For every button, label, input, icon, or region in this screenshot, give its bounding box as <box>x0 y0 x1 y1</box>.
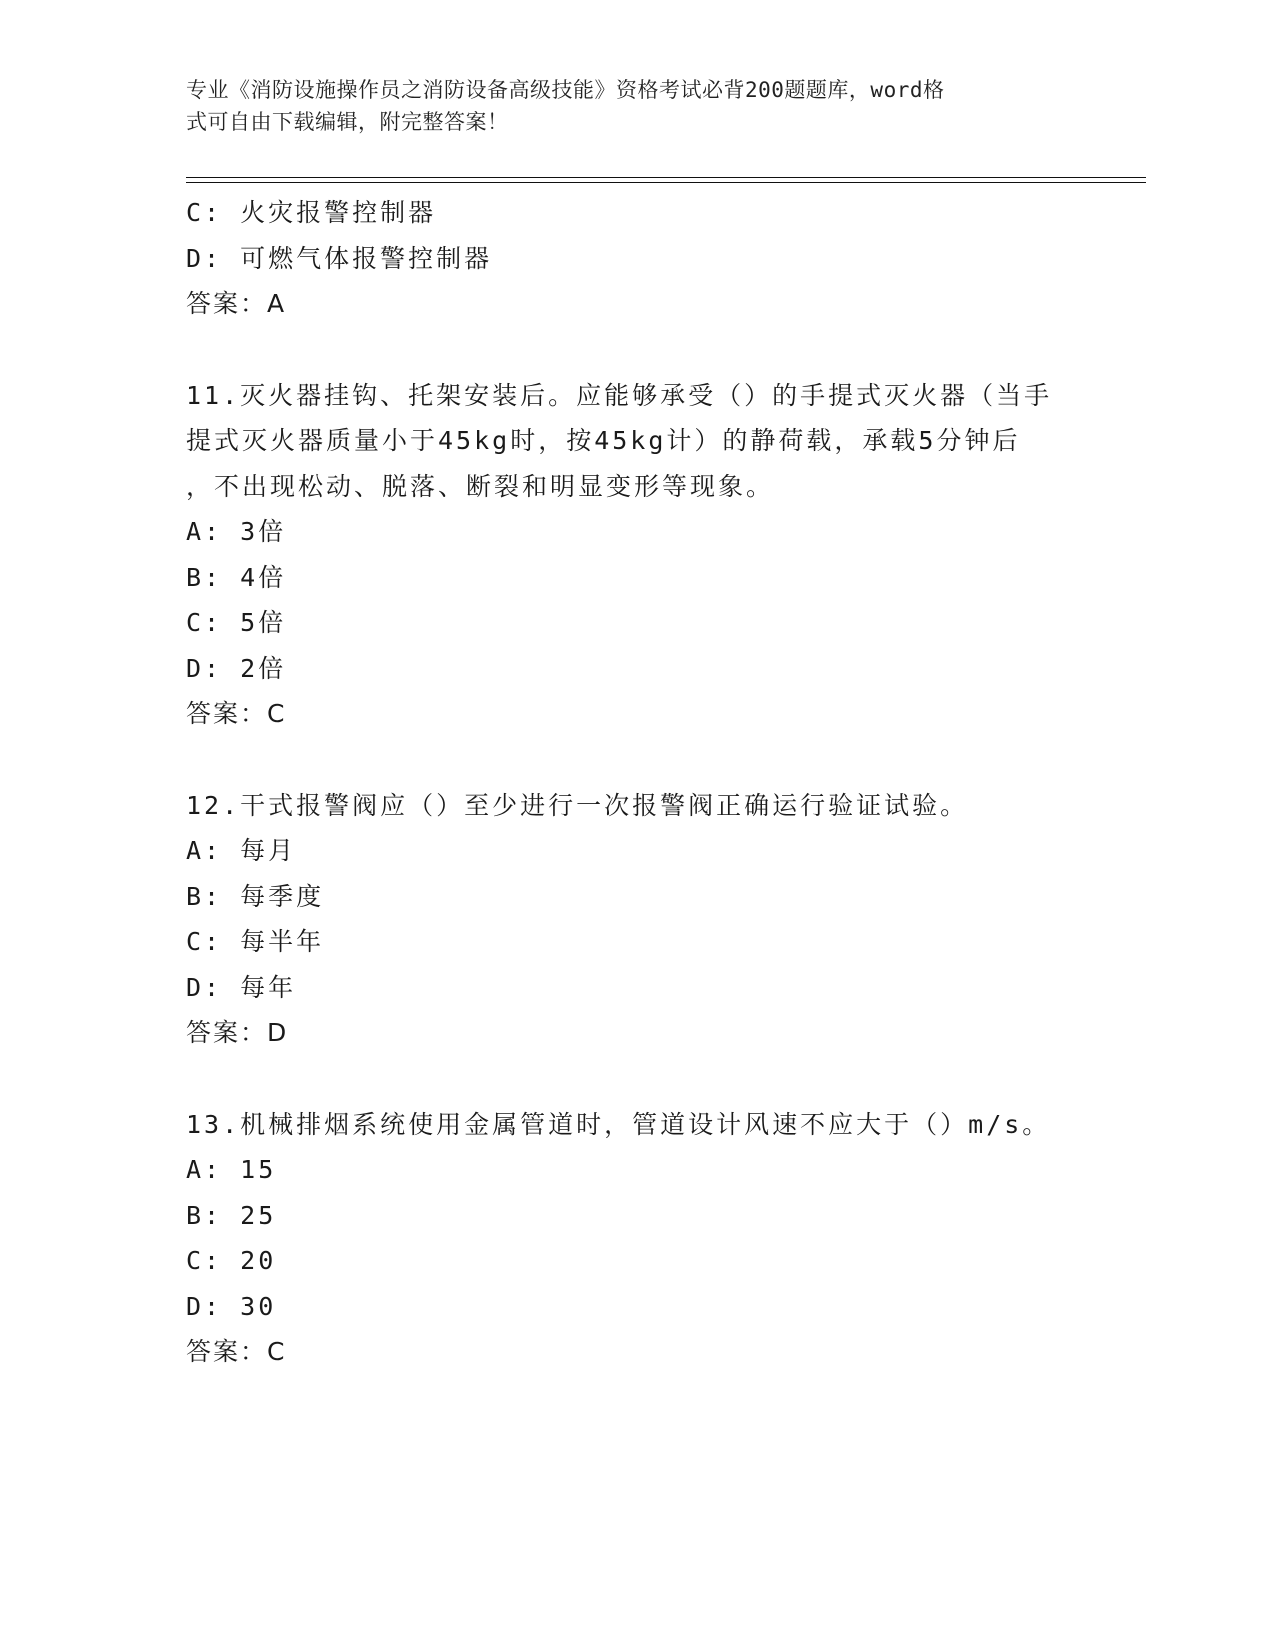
option-c: C: 20 <box>186 1246 277 1275</box>
answer-line: 答案：D <box>186 1018 289 1047</box>
spacer <box>186 327 1086 373</box>
question-stem-line: 11.灭火器挂钩、托架安装后。应能够承受（）的手提式灭火器（当手 <box>186 380 1053 410</box>
option-c: C: 每半年 <box>186 927 325 956</box>
answer-line: 答案：C <box>186 1337 287 1366</box>
option-d: D: 可燃气体报警控制器 <box>186 243 493 273</box>
question-stem-line: ，不出现松动、脱落、断裂和明显变形等现象。 <box>186 471 775 501</box>
option-a: A: 每月 <box>186 836 297 865</box>
question-12 <box>186 783 1086 1056</box>
spacer <box>186 737 1086 783</box>
option-b: B: 每季度 <box>186 881 325 911</box>
header-divider-top <box>186 177 1146 178</box>
question-list <box>186 190 1086 1375</box>
header-line-1: 专业《消防设施操作员之消防设备高级技能》资格考试必背200题题库，word格 <box>186 78 945 102</box>
option-d: D: 30 <box>186 1291 277 1321</box>
header-line-2: 式可自由下载编辑，附完整答案！ <box>186 110 509 134</box>
question-stem-line: 提式灭火器质量小于45kg时，按45kg计）的静荷载，承载5分钟后 <box>186 426 1021 455</box>
question-11 <box>186 373 1086 737</box>
answer-line: 答案：A <box>186 289 287 318</box>
question-stem-line: 13.机械排烟系统使用金属管道时，管道设计风速不应大于（）m/s。 <box>186 1109 1051 1139</box>
question-13 <box>186 1102 1086 1375</box>
question-fragment <box>186 190 1086 327</box>
option-b: B: 4倍 <box>186 562 287 592</box>
spacer <box>186 1056 1086 1102</box>
option-d: D: 2倍 <box>186 653 287 683</box>
option-c: C: 5倍 <box>186 608 287 637</box>
question-stem-line: 12.干式报警阀应（）至少进行一次报警阀正确运行验证试验。 <box>186 790 969 820</box>
option-d: D: 每年 <box>186 972 297 1002</box>
answer-line: 答案：C <box>186 699 287 728</box>
header-divider-bottom <box>186 182 1146 183</box>
option-b: B: 25 <box>186 1200 277 1230</box>
document-header <box>186 74 1066 138</box>
option-a: A: 3倍 <box>186 517 287 546</box>
option-c: C: 火灾报警控制器 <box>186 198 437 227</box>
option-a: A: 15 <box>186 1155 277 1184</box>
